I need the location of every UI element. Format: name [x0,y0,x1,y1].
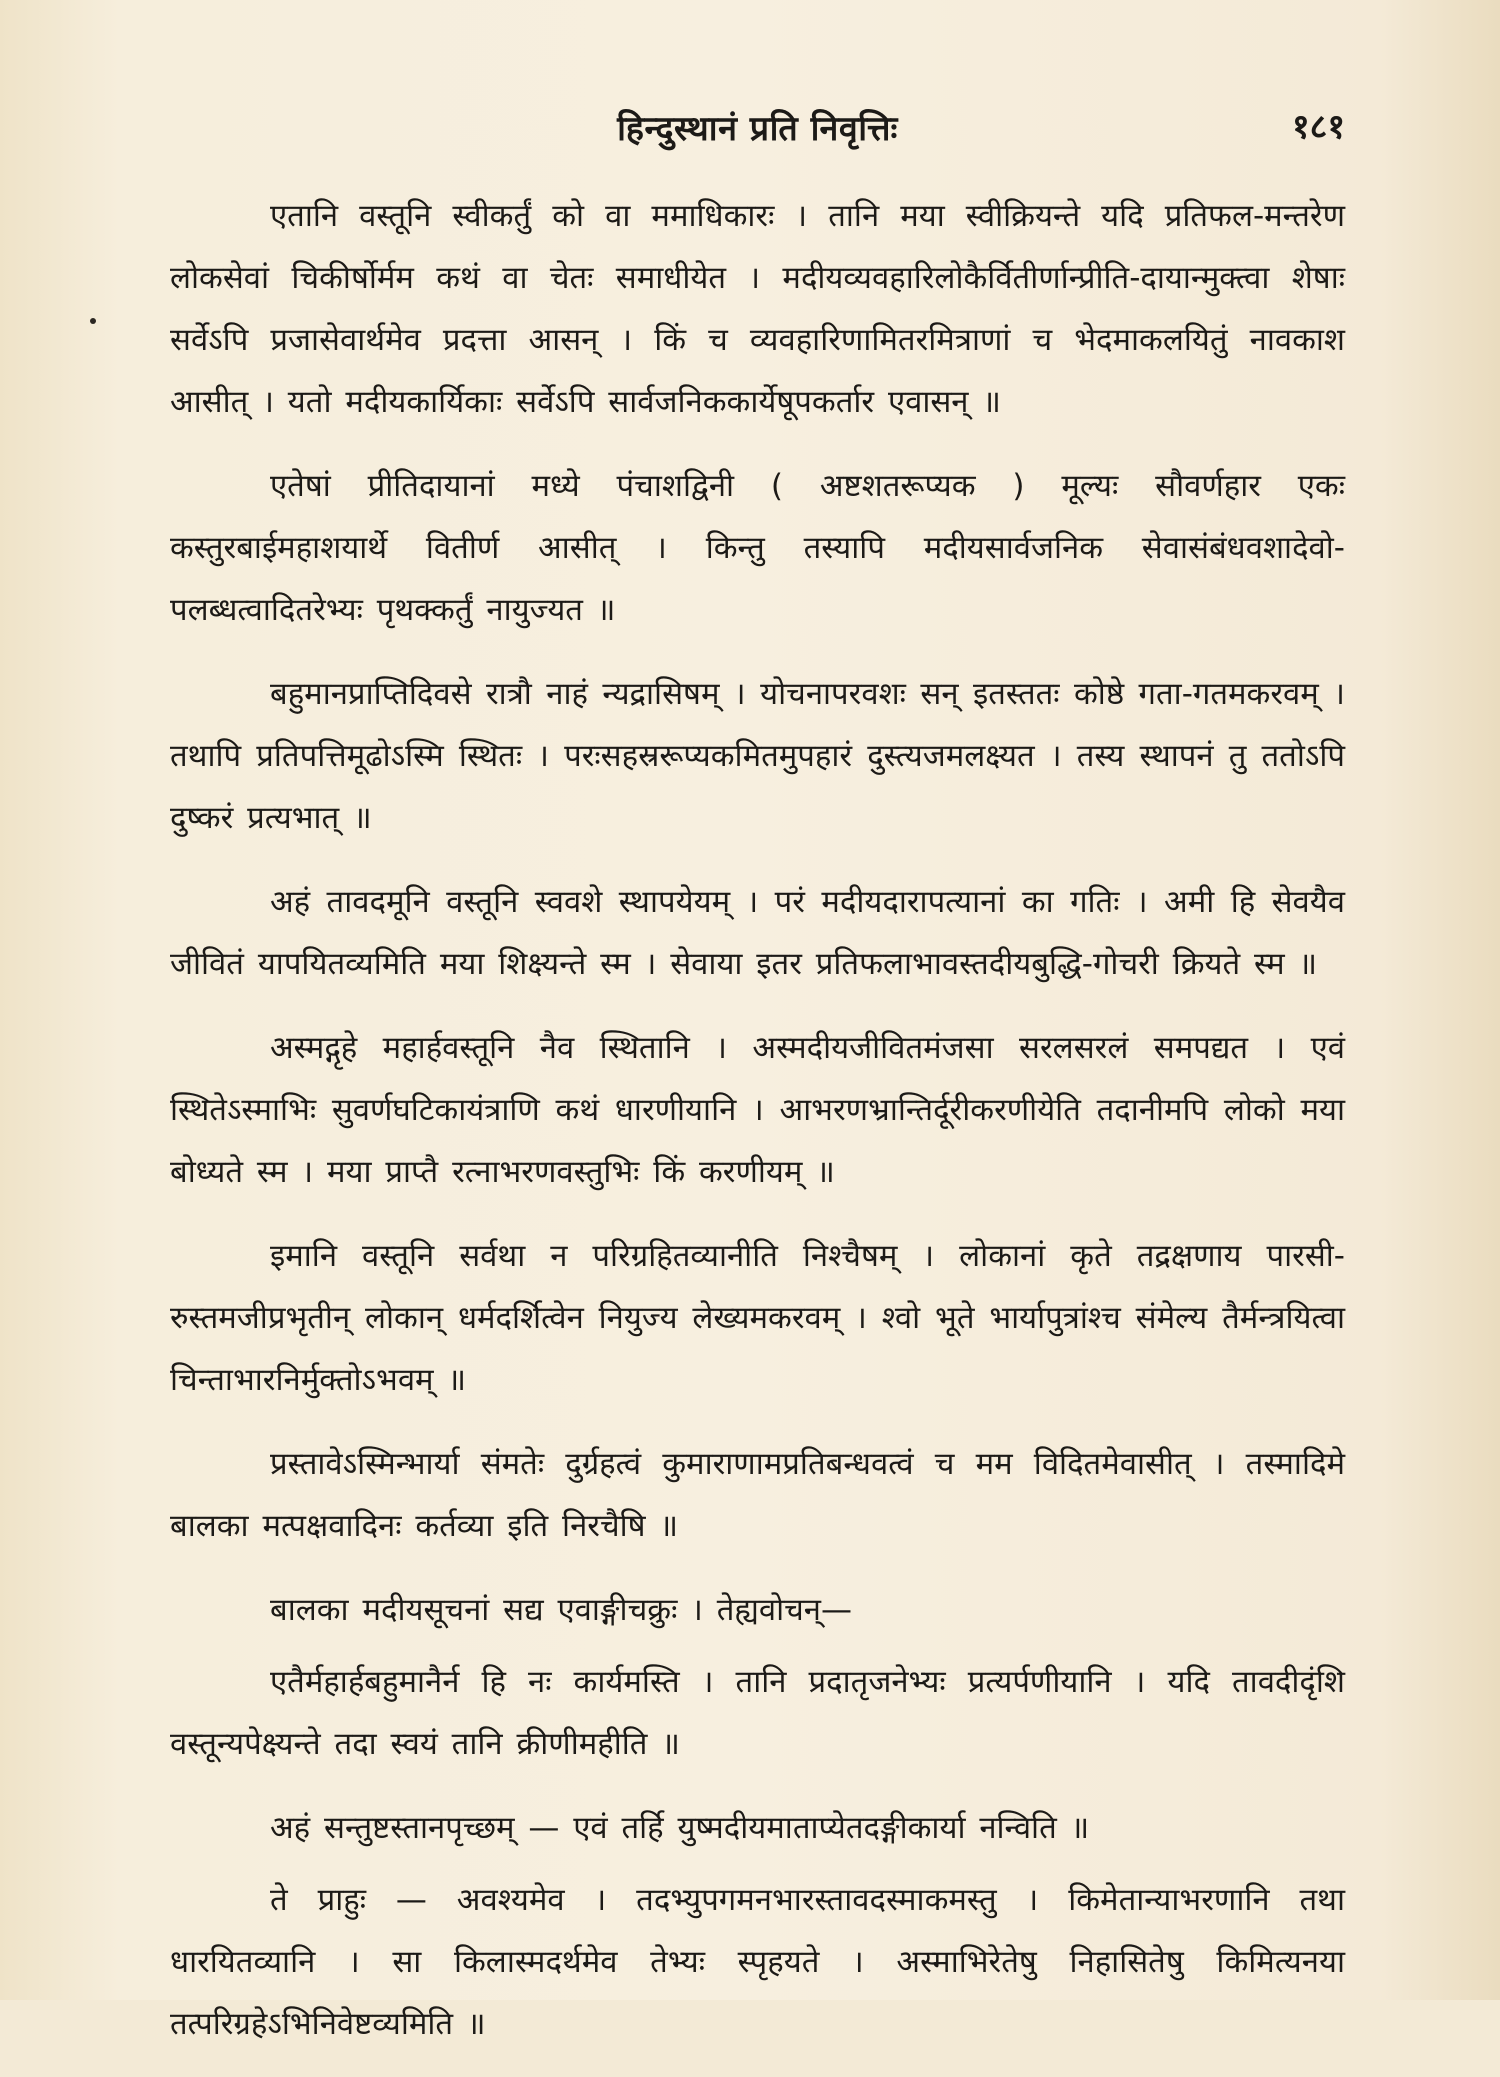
paragraph: एतैर्महार्हबहुमानैर्न हि नः कार्यमस्ति । तानि प्रदातृजनेभ्यः प्रत्यर्पणीयानि । यदि तावदीदृंशि वस्तून्यपेक्ष्यन्ते तदा स्वयं तानि क्रीणीमहीति ॥ [170,1664,1345,1762]
paragraph: अस्मद्गृहे महार्हवस्तूनि नैव स्थितानि । अस्मदीयजीवितमंजसा सरलसरलं समपद्यत । एवं स्थितेऽस्माभिः सुवर्णघटिकायंत्राणि कथं धारणीयानि । आभरणभ्रान्तिर्दूरीकरणीयेति तदानीमपि लोको मया बोध्यते स्म । मया प्राप्तै रत्नाभरणवस्तुभिः किं करणीयम् ॥ [170,1030,1345,1190]
paragraph: इमानि वस्तूनि सर्वथा न परिग्रहितव्यानीति निश्चैषम् । लोकानां कृते तद्रक्षणाय पारसी-रुस्तमजीप्रभृतीन् लोकान् धर्मदर्शित्वेन नियुज्य लेख्यमकरवम् । श्वो भूते भार्यापुत्रांश्च संमेल्य तैर्मन्त्रयित्वा चिन्ताभारनिर्मुक्तोऽभवम् ॥ [170,1238,1345,1398]
body-text [170,185,1345,2077]
paragraph: ते प्राहुः — अवश्यमेव । तदभ्युपगमनभारस्तावदस्माकमस्तु । किमेतान्याभरणानि तथा धारयितव्यानि । सा किलास्मदर्थमेव तेभ्यः स्पृहयते । अस्माभिरेतेषु निहासितेषु किमित्यनया तत्परिग्रहेऽभिनिवेष्टव्यमिति ॥ [170,1882,1345,2042]
paragraph: प्रस्तावेऽस्मिन्भार्या संमतेः दुर्ग्रहत्वं कुमाराणामप्रतिबन्धवत्वं च मम विदितमेवासीत् । तस्मादिमे बालका मत्पक्षवादिनः कर्तव्या इति निरचैषि ॥ [170,1446,1345,1544]
paragraph: एतानि वस्तूनि स्वीकर्तुं को वा ममाधिकारः । तानि मया स्वीक्रियन्ते यदि प्रतिफल-मन्तरेण लोकसेवां चिकीर्षोर्मम कथं वा चेतः समाधीयेत । मदीयव्यवहारिलोकैर्वितीर्णान्प्रीति-दायान्मुक्त्वा शेषाः सर्वेऽपि प्रजासेवार्थमेव प्रदत्ता आसन् । किं च व्यवहारिणामितरमित्राणां च भेदमाकलयितुं नावकाश आसीत् । यतो मदीयकार्यिकाः सर्वेऽपि सार्वजनिककार्येषूपकर्तार एवासन् ॥ [170,198,1345,420]
page-header [170,96,1345,156]
paragraph: एतेषां प्रीतिदायानां मध्ये पंचाशद्विनी ( अष्टशतरूप्यक ) मूल्यः सौवर्णहार एकः कस्तुरबाईमहाशयार्थे वितीर्ण आसीत् । किन्तु तस्यापि मदीयसार्वजनिक सेवासंबंधवशादेवो-पलब्धत्वादितरेभ्यः पृथक्कर्तुं नायुज्यत ॥ [170,468,1345,628]
margin-mark [90,318,96,324]
page-number: १८१ [1291,107,1345,147]
paragraph: बालका मदीयसूचनां सद्य एवाङ्गीचक्रुः । तेह्यवोचन्— [270,1592,853,1628]
running-title: हिन्दुस्थानं प्रति निवृत्तिः [617,109,898,149]
paragraph: अहं तावदमूनि वस्तूनि स्ववशे स्थापयेयम् । परं मदीयदारापत्यानां का गतिः । अमी हि सेवयैव जीवितं यापयितव्यमिति मया शिक्ष्यन्ते स्म । सेवाया इतर प्रतिफलाभावस्तदीयबुद्धि-गोचरी क्रियते स्म ॥ [170,884,1345,982]
paragraph: अहं सन्तुष्टस्तानपृच्छम् — एवं तर्हि युष्मदीयमाताप्येतदङ्गीकार्या नन्विति ॥ [270,1810,1090,1846]
paragraph: बहुमानप्राप्तिदिवसे रात्रौ नाहं न्यद्रासिषम् । योचनापरवशः सन् इतस्ततः कोष्ठे गता-गतमकरवम् । तथापि प्रतिपत्तिमूढोऽस्मि स्थितः । परःसहस्ररूप्यकमितमुपहारं दुस्त्यजमलक्ष्यत । तस्य स्थापनं तु ततोऽपि दुष्करं प्रत्यभात् ॥ [170,676,1345,836]
